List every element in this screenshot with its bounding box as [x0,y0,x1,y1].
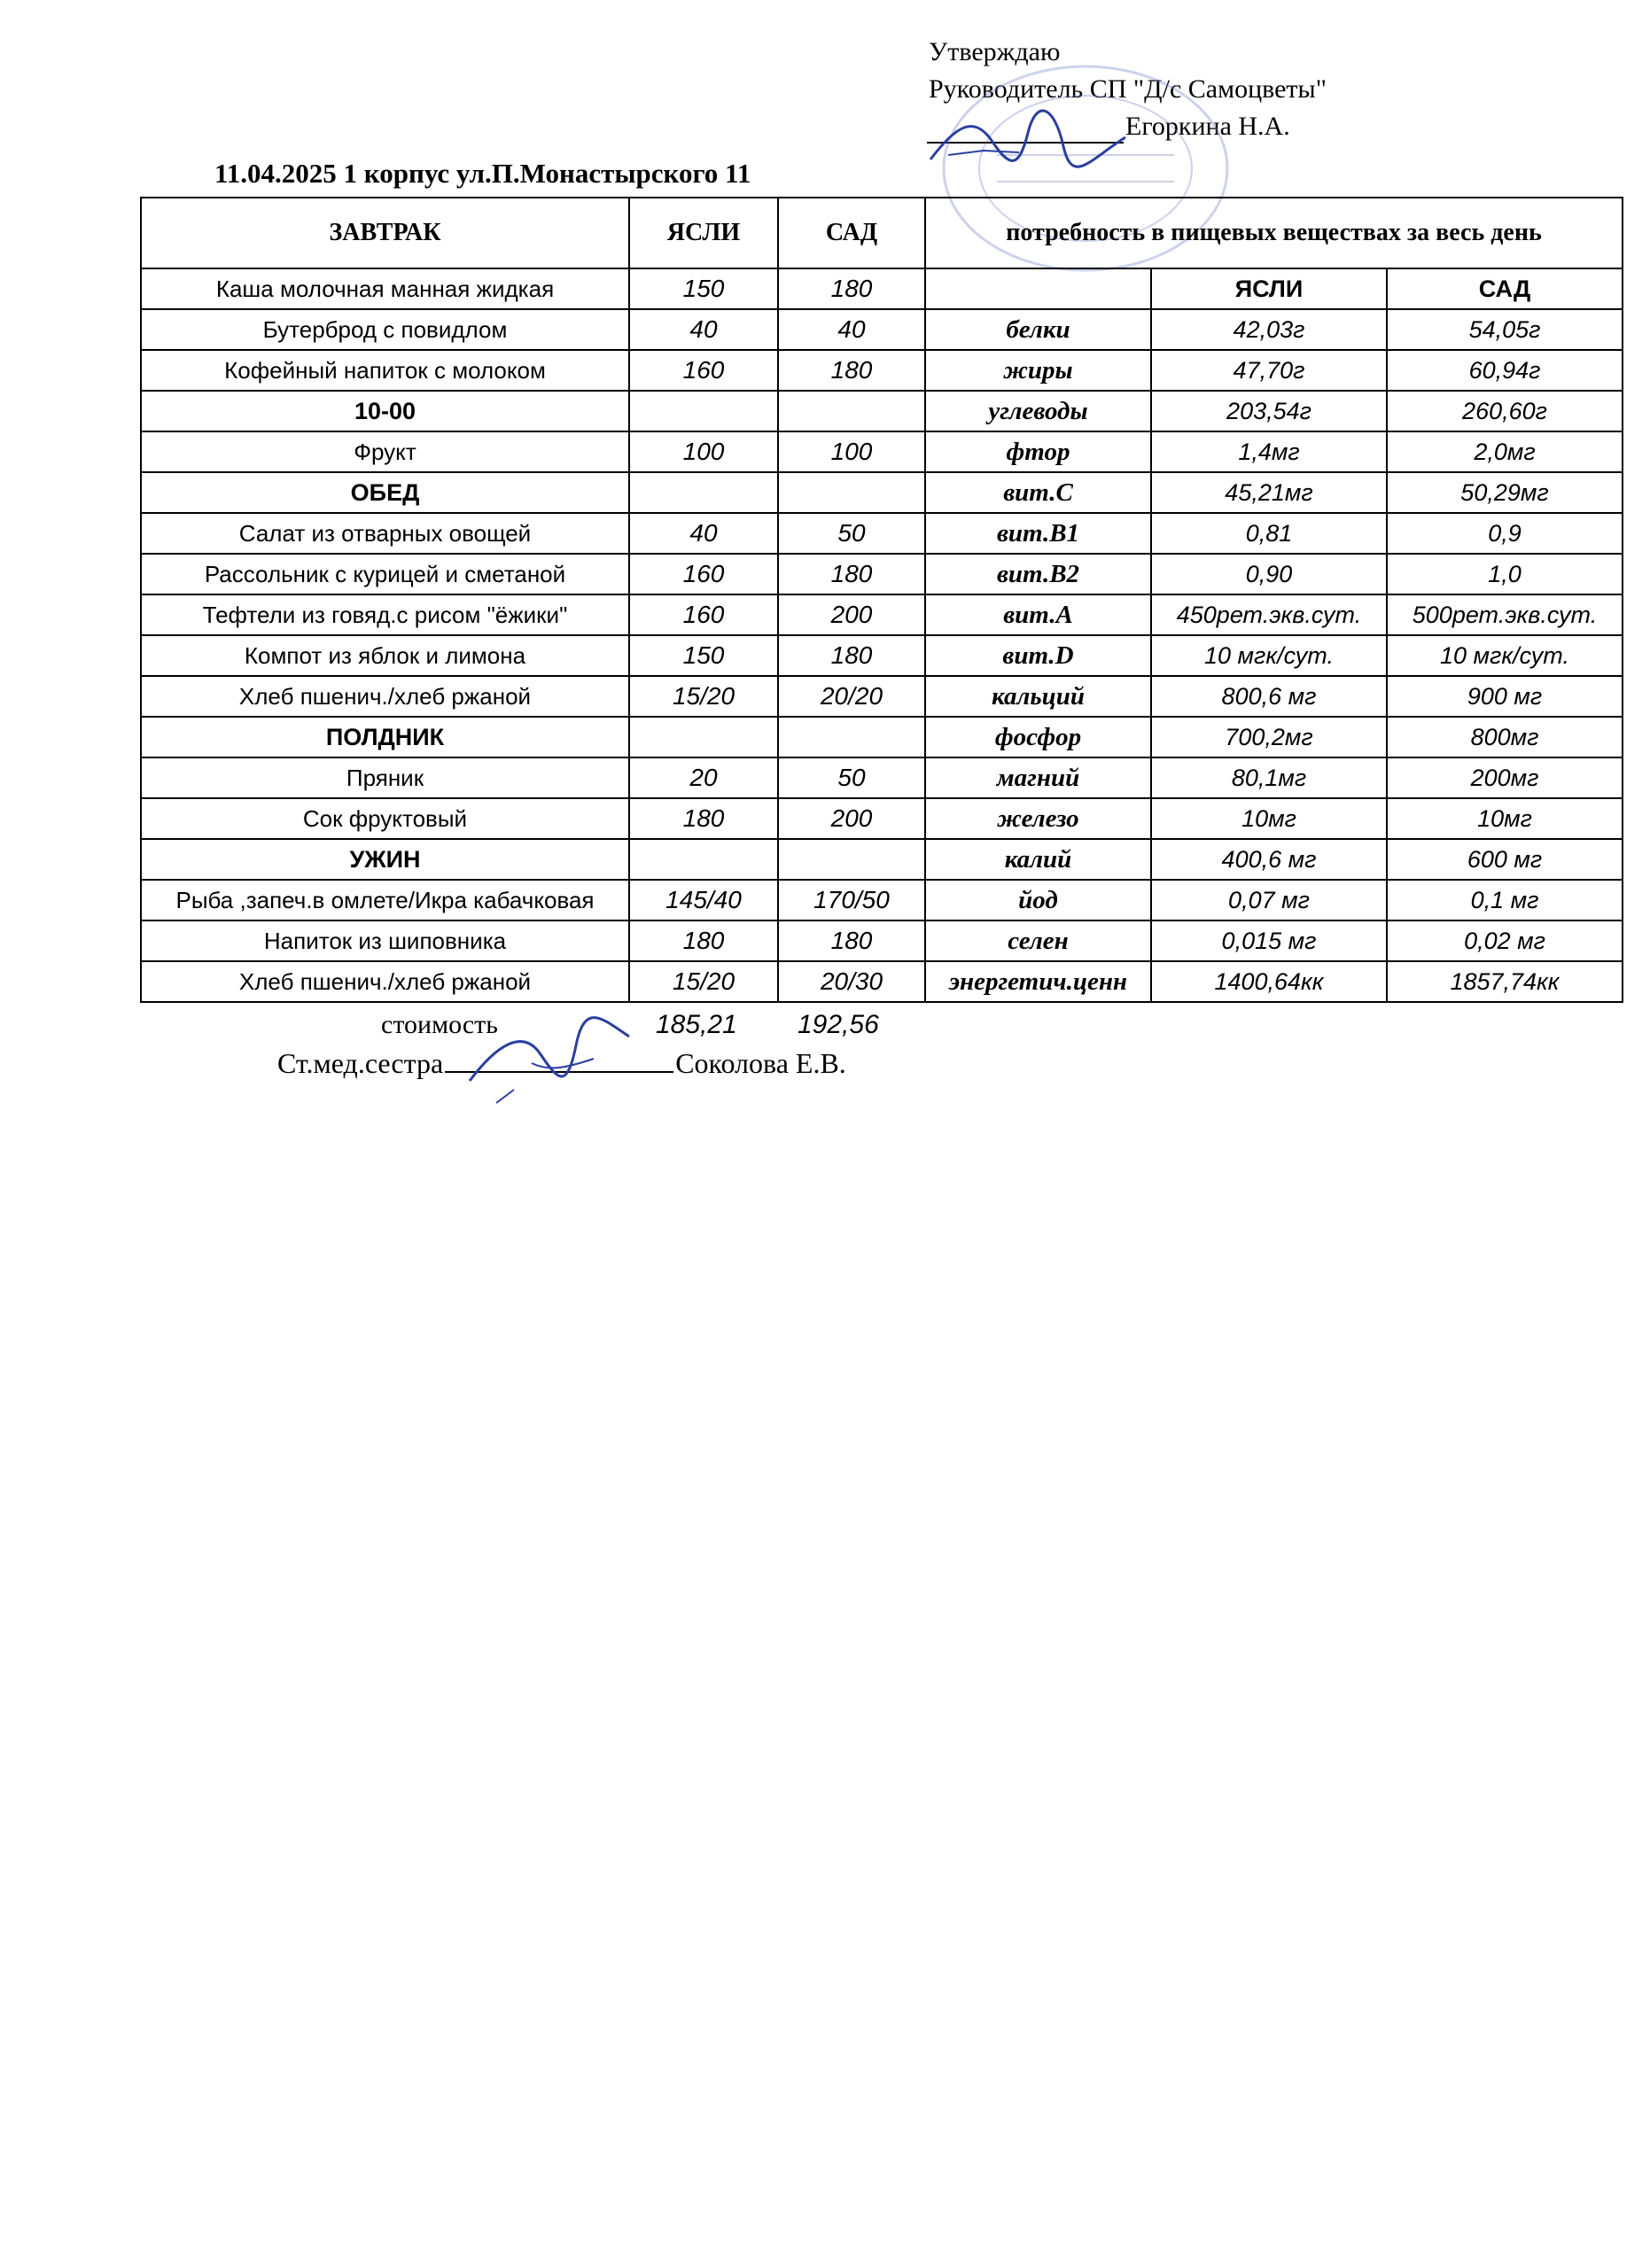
table-row [141,309,1623,350]
table-row [141,268,1623,309]
kindergarten-portion: 20/20 [778,676,925,717]
meal-section: ОБЕД [141,472,629,513]
table-row [141,717,1623,757]
dish-name: Тефтели из говяд.с рисом "ёжики" [141,594,629,635]
dish-name: Каша молочная манная жидкая [141,268,629,309]
nutrient-nursery: 0,015 мг [1151,920,1387,961]
dish-name: Компот из яблок и лимона [141,635,629,676]
nutrient-kindergarten: 260,60г [1387,391,1623,431]
menu-table [140,197,1623,1003]
nursery-portion: 20 [629,757,778,798]
nutrient-name: калий [925,839,1151,880]
nutrient-kindergarten: 60,94г [1387,350,1623,391]
kindergarten-portion: 100 [778,431,925,472]
nutrient-name: вит.В2 [925,554,1151,594]
nursery-portion: 145/40 [629,880,778,920]
nutrient-name: фосфор [925,717,1151,757]
nursery-portion: 160 [629,554,778,594]
table-row [141,391,1623,431]
nurse-name: Соколова Е.В. [675,1047,846,1079]
nutrient-nursery: 0,81 [1151,513,1387,554]
dish-name: Сок фруктовый [141,798,629,839]
nutrient-name: кальций [925,676,1151,717]
nutrient-name: углеводы [925,391,1151,431]
nutrient-kindergarten: 2,0мг [1387,431,1623,472]
header-nursery: ЯСЛИ [629,198,778,268]
nursery-portion [629,391,778,431]
nursery-portion: 15/20 [629,676,778,717]
cost-kindergarten: 192,56 [798,1010,879,1039]
kindergarten-portion [778,472,925,513]
kindergarten-portion: 50 [778,757,925,798]
nutrient-kindergarten: 0,1 мг [1387,880,1623,920]
dish-name: Напиток из шиповника [141,920,629,961]
nursery-portion [629,472,778,513]
nutrient-kindergarten: 10 мгк/сут. [1387,635,1623,676]
nurse-signature [461,1010,647,1107]
kindergarten-portion: 180 [778,920,925,961]
dish-name: Бутерброд с повидлом [141,309,629,350]
nursery-portion: 180 [629,798,778,839]
nutrient-nursery: 450рет.экв.сут. [1151,594,1387,635]
nurse-role: Ст.мед.сестра [277,1047,444,1079]
page-title: 11.04.2025 1 корпус ул.П.Монастырского 11 [214,158,751,189]
nursery-portion: 15/20 [629,961,778,1002]
table-row [141,635,1623,676]
table-row [141,676,1623,717]
nutrient-kindergarten: 200мг [1387,757,1623,798]
nutrient-nursery: 45,21мг [1151,472,1387,513]
dish-name: Салат из отварных овощей [141,513,629,554]
kindergarten-portion: 200 [778,798,925,839]
table-row [141,839,1623,880]
nutrient-nursery: 10мг [1151,798,1387,839]
nutrient-kindergarten: 900 мг [1387,676,1623,717]
kindergarten-portion: 180 [778,350,925,391]
dish-name: Фрукт [141,431,629,472]
table-row [141,472,1623,513]
nutrient-name: йод [925,880,1151,920]
nutrient-kindergarten: 800мг [1387,717,1623,757]
nursery-portion: 40 [629,309,778,350]
nutrient-name: вит.С [925,472,1151,513]
dish-name: Пряник [141,757,629,798]
nutrient-name: магний [925,757,1151,798]
nutrition-header-kindergarten: САД [1387,268,1623,309]
nursery-portion: 40 [629,513,778,554]
table-row [141,554,1623,594]
nutrient-kindergarten: 1857,74кк [1387,961,1623,1002]
nutrient-nursery: 42,03г [1151,309,1387,350]
nursery-portion: 160 [629,594,778,635]
meal-section: УЖИН [141,839,629,880]
header-kindergarten: САД [778,198,925,268]
nutrient-name: белки [925,309,1151,350]
cost-label: стоимость [381,1010,498,1039]
header-meal: ЗАВТРАК [141,198,629,268]
table-row [141,961,1623,1002]
kindergarten-portion [778,839,925,880]
nursery-portion [629,839,778,880]
nutrient-kindergarten: 54,05г [1387,309,1623,350]
kindergarten-portion: 180 [778,268,925,309]
nutrient-name: вит.А [925,594,1151,635]
meal-section: 10-00 [141,391,629,431]
nutrient-nursery: 0,90 [1151,554,1387,594]
approval-line-approve: Утверждаю [929,37,1061,66]
nutrient-name: железо [925,798,1151,839]
table-row [141,350,1623,391]
nutrient-nursery: 1,4мг [1151,431,1387,472]
nursery-portion [629,717,778,757]
table-row [141,594,1623,635]
nutrient-name [925,268,1151,309]
approval-line-position: Руководитель СП "Д/с Самоцветы" [929,74,1327,104]
dish-name: Хлеб пшенич./хлеб ржаной [141,676,629,717]
kindergarten-portion: 50 [778,513,925,554]
kindergarten-portion: 200 [778,594,925,635]
nutrient-nursery: 800,6 мг [1151,676,1387,717]
nursery-portion: 150 [629,268,778,309]
dish-name: Рыба ,запеч.в омлете/Икра кабачковая [141,880,629,920]
dish-name: Рассольник с курицей и сметаной [141,554,629,594]
nutrient-name: вит.В1 [925,513,1151,554]
nutrient-kindergarten: 1,0 [1387,554,1623,594]
kindergarten-portion: 170/50 [778,880,925,920]
dish-name: Хлеб пшенич./хлеб ржаной [141,961,629,1002]
nutrient-name: вит.D [925,635,1151,676]
table-row [141,880,1623,920]
kindergarten-portion: 20/30 [778,961,925,1002]
cost-nursery: 185,21 [656,1010,737,1039]
nursery-portion: 180 [629,920,778,961]
table-row [141,920,1623,961]
nutrient-name: энергетич.ценн [925,961,1151,1002]
nutrient-name: селен [925,920,1151,961]
nutrient-kindergarten: 0,02 мг [1387,920,1623,961]
table-row [141,513,1623,554]
nutrient-kindergarten: 0,9 [1387,513,1623,554]
nursery-portion: 150 [629,635,778,676]
table-row [141,798,1623,839]
kindergarten-portion: 180 [778,554,925,594]
nutrient-nursery: 700,2мг [1151,717,1387,757]
nutrient-nursery: 10 мгк/сут. [1151,635,1387,676]
dish-name: Кофейный напиток с молоком [141,350,629,391]
approver-name: Егоркина Н.А. [1125,112,1290,141]
nursery-portion: 160 [629,350,778,391]
nutrient-kindergarten: 50,29мг [1387,472,1623,513]
nutrient-nursery: 203,54г [1151,391,1387,431]
table-row [141,431,1623,472]
kindergarten-portion: 180 [778,635,925,676]
kindergarten-portion: 40 [778,309,925,350]
nutrient-kindergarten: 600 мг [1387,839,1623,880]
nutrient-nursery: 400,6 мг [1151,839,1387,880]
nutrient-nursery: 1400,64кк [1151,961,1387,1002]
nutrient-nursery: 47,70г [1151,350,1387,391]
kindergarten-portion [778,717,925,757]
meal-section: ПОЛДНИК [141,717,629,757]
nutrient-name: фтор [925,431,1151,472]
nutrition-header-nursery: ЯСЛИ [1151,268,1387,309]
nutrient-nursery: 80,1мг [1151,757,1387,798]
table-header-row [141,198,1623,268]
nutrient-name: жиры [925,350,1151,391]
header-nutrition: потребность в пищевых веществах за весь день [925,198,1623,268]
kindergarten-portion [778,391,925,431]
nursery-portion: 100 [629,431,778,472]
approver-signature [922,106,1134,177]
nutrient-kindergarten: 500рет.экв.сут. [1387,594,1623,635]
table-row [141,757,1623,798]
nutrient-nursery: 0,07 мг [1151,880,1387,920]
nutrient-kindergarten: 10мг [1387,798,1623,839]
